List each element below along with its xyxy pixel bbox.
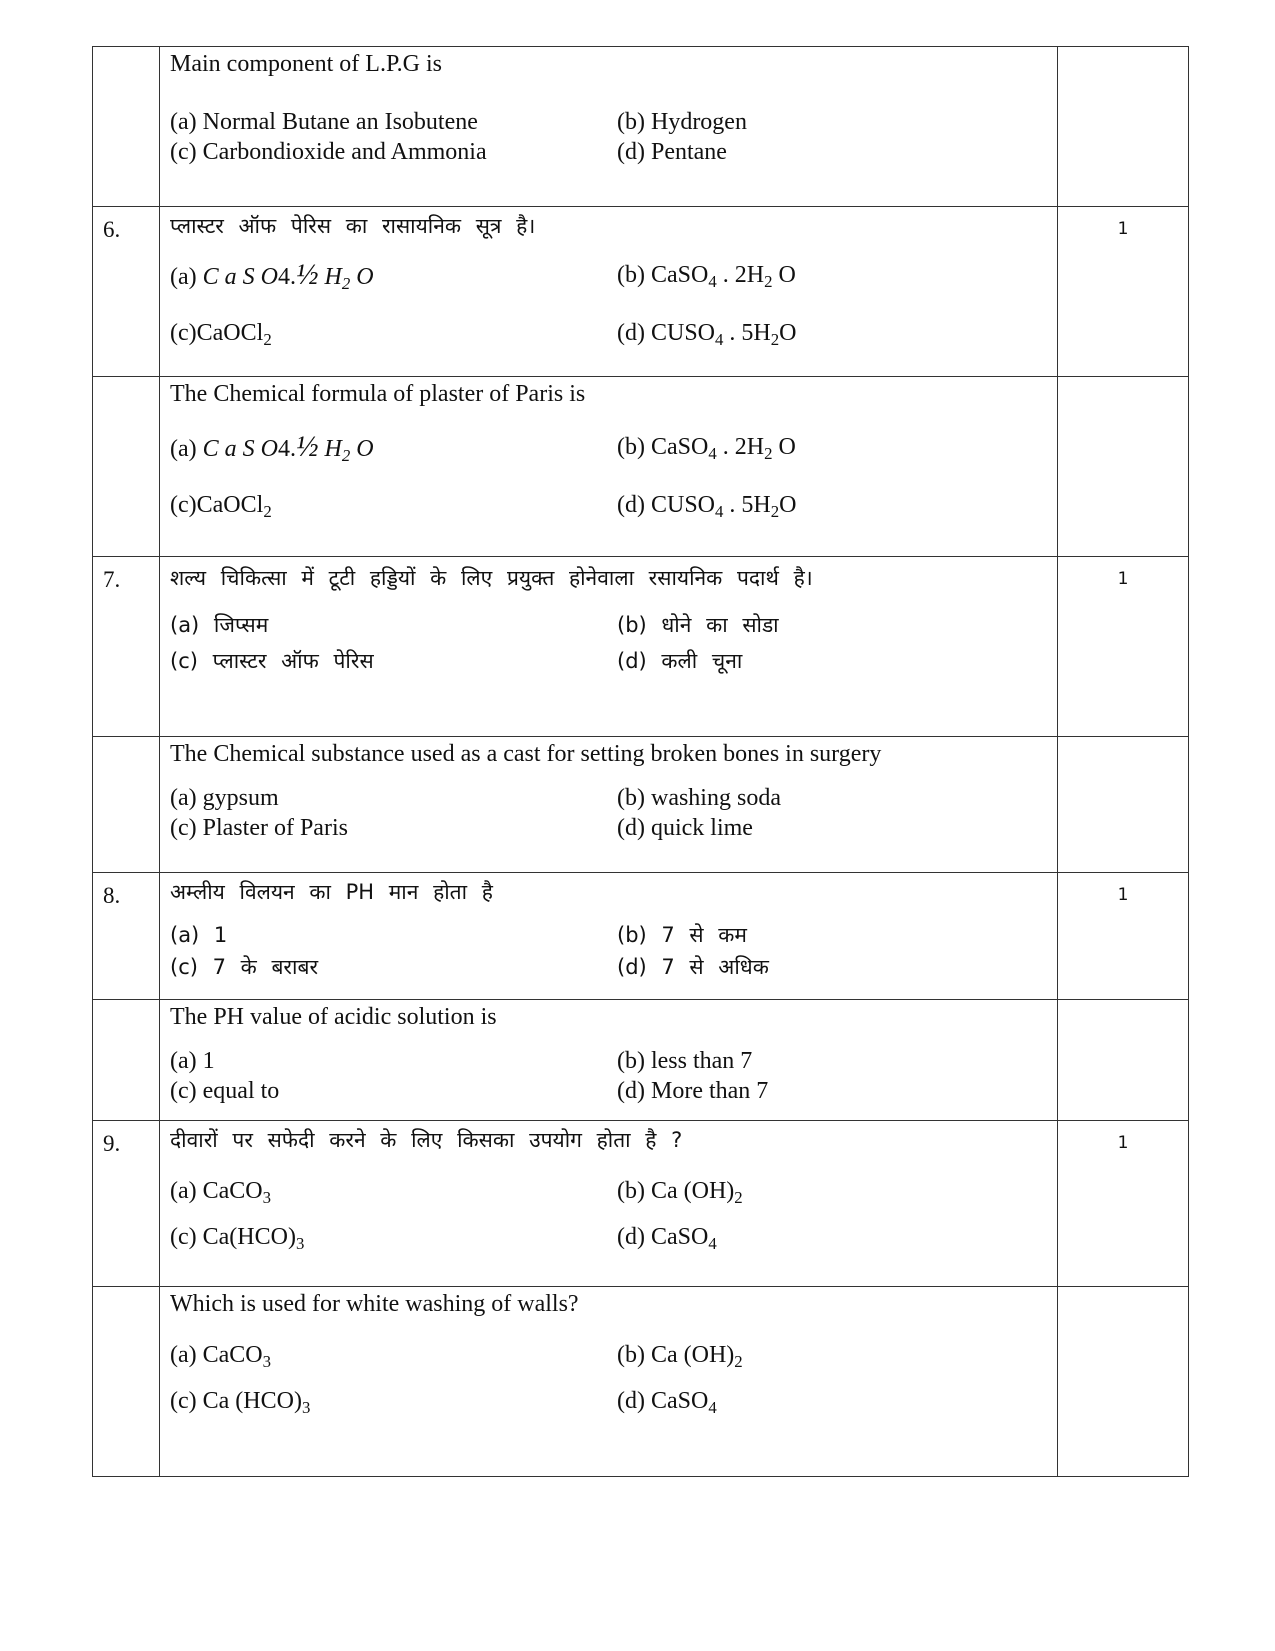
table-row [93, 737, 1189, 873]
option-d: (d) CaSO$_4$ [617, 1224, 717, 1253]
options-grid [170, 1339, 1047, 1417]
table-row [93, 873, 1189, 1000]
question-cell [160, 557, 1058, 737]
option-a: (a) C a S O4.½ $H_2$ O [170, 430, 374, 465]
question-text: शल्य चिकित्सा में टूटी हड्डियों के लिए प्रयुक्त होनेवाला रसायनिक पदार्थ है। [170, 566, 813, 590]
option-d: (d) CaSO$_4$ [617, 1388, 717, 1417]
question-text: प्लास्टर ऑफ पेरिस का रासायनिक सूत्र है। [170, 214, 536, 238]
question-text: The PH value of acidic solution is [170, 1004, 497, 1030]
option-b: (b) CaSO$_4$ . $2H_2$ O [617, 434, 796, 463]
option-c: (c)CaOCl$_2$ [170, 492, 272, 521]
question-text: Which is used for white washing of walls? [170, 1291, 579, 1317]
option-a: (a) जिप्सम [170, 613, 269, 637]
table-row [93, 377, 1189, 557]
option-c: (c) $Ca(HCO)_3$ [170, 1224, 305, 1253]
option-c: (c) Plaster of Paris [170, 815, 348, 841]
option-c: (c) Ca $(HCO)_3$ [170, 1388, 311, 1417]
question-cell [160, 47, 1058, 207]
question-cell [160, 377, 1058, 557]
question-text: The Chemical formula of plaster of Paris is [170, 381, 586, 407]
question-text: The Chemical substance used as a cast for setting broken bones in surgery [170, 741, 882, 767]
options-grid [170, 431, 1047, 521]
option-c: (c) equal to [170, 1078, 280, 1104]
marks-cell [1058, 1287, 1189, 1477]
question-number: 7. [93, 557, 160, 737]
option-d: (d) Pentane [617, 139, 727, 165]
option-b: (b) धोने का सोडा [617, 613, 779, 637]
question-cell [160, 1121, 1058, 1287]
marks-cell: 1 [1058, 207, 1189, 377]
question-cell [160, 1287, 1058, 1477]
question-number [93, 377, 160, 557]
marks-cell [1058, 737, 1189, 873]
options-grid [170, 107, 1047, 167]
question-number: 9. [93, 1121, 160, 1287]
option-b: (b) Ca $(OH)_2$ [617, 1178, 743, 1207]
table-row [93, 1287, 1189, 1477]
option-b: (b) less than 7 [617, 1048, 753, 1074]
option-a: (a) gypsum [170, 785, 279, 811]
question-number [93, 1287, 160, 1477]
option-c: (c)CaOCl$_2$ [170, 320, 272, 349]
question-table [92, 46, 1189, 1477]
question-number [93, 737, 160, 873]
options-grid [170, 919, 1047, 983]
question-number [93, 47, 160, 207]
question-cell [160, 1000, 1058, 1121]
option-d: (d) $CUSO_4$ . $5H_2O$ [617, 320, 797, 349]
option-b: (b) CaSO$_4$ . $2H_2$ O [617, 262, 796, 291]
option-a: (a) C a S O4.½ $H_2$ O [170, 258, 374, 293]
option-d: (d) More than 7 [617, 1078, 769, 1104]
question-number: 8. [93, 873, 160, 1000]
option-d: (d) कली चूना [617, 649, 743, 673]
option-b: (b) Hydrogen [617, 109, 747, 135]
option-c: (c) Carbondioxide and Ammonia [170, 139, 487, 165]
marks-cell: 1 [1058, 873, 1189, 1000]
option-a: (a) Normal Butane an Isobutene [170, 109, 478, 135]
options-grid [170, 607, 1047, 679]
table-row [93, 1000, 1189, 1121]
options-grid [170, 1046, 1047, 1106]
option-c: (c) 7 के बराबर [170, 955, 319, 979]
options-grid [170, 1175, 1047, 1253]
option-c: (c) प्लास्टर ऑफ पेरिस [170, 649, 374, 673]
question-cell [160, 737, 1058, 873]
marks-cell: 1 [1058, 1121, 1189, 1287]
table-row [93, 207, 1189, 377]
question-cell [160, 873, 1058, 1000]
option-a: (a) CaCO$_3$ [170, 1342, 272, 1371]
table-row [93, 1121, 1189, 1287]
question-text: अम्लीय विलयन का PH मान होता है [170, 880, 493, 904]
options-grid [170, 259, 1047, 349]
option-a: (a) 1 [170, 1048, 215, 1074]
options-grid [170, 783, 1047, 843]
question-cell [160, 207, 1058, 377]
marks-cell: 1 [1058, 557, 1189, 737]
option-a: (a) CaCO$_3$ [170, 1178, 272, 1207]
question-number [93, 1000, 160, 1121]
marks-cell [1058, 47, 1189, 207]
option-d: (d) 7 से अधिक [617, 955, 769, 979]
question-text: दीवारों पर सफेदी करने के लिए किसका उपयोग होता है ? [170, 1128, 683, 1152]
table-row [93, 557, 1189, 737]
option-d: (d) $CUSO_4$ . $5H_2O$ [617, 492, 797, 521]
question-number: 6. [93, 207, 160, 377]
marks-cell [1058, 1000, 1189, 1121]
marks-cell [1058, 377, 1189, 557]
question-text: Main component of L.P.G is [170, 51, 442, 77]
option-b: (b) Ca $(OH)_2$ [617, 1342, 743, 1371]
option-b: (b) washing soda [617, 785, 781, 811]
option-b: (b) 7 से कम [617, 923, 747, 947]
option-a: (a) 1 [170, 923, 228, 947]
table-row [93, 47, 1189, 207]
option-d: (d) quick lime [617, 815, 753, 841]
